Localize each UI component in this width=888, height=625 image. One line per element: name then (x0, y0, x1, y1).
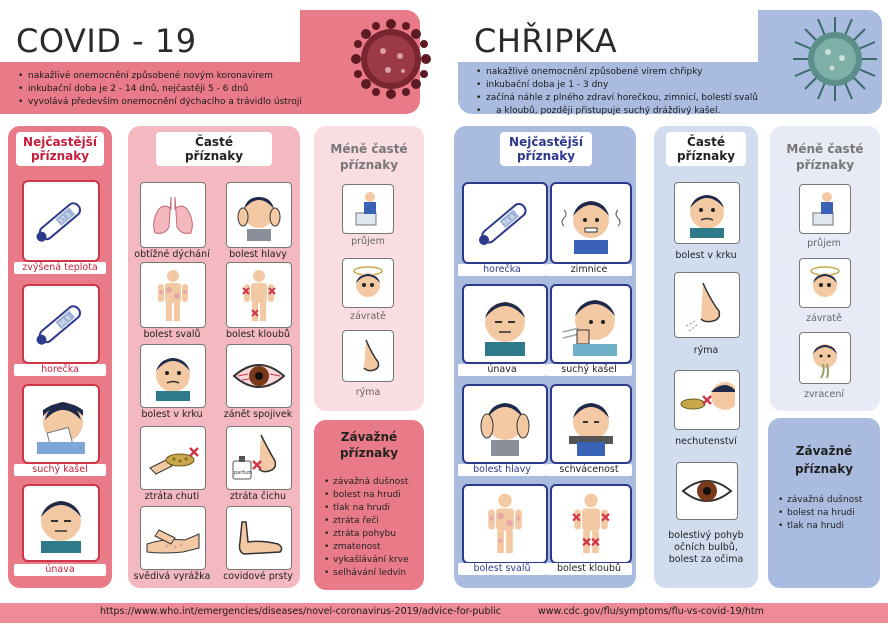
taste-loss-card (140, 426, 206, 490)
dizzy-face-icon (805, 263, 845, 303)
symptom-label: svědivá vyrážka (133, 571, 211, 582)
sore-throat-card (140, 344, 206, 408)
smell-loss-card (226, 426, 292, 490)
influenza-virus-icon (790, 14, 880, 104)
flu-most-title-box (500, 132, 592, 166)
symptom-label: rýma (693, 345, 719, 356)
appetite-loss-card (674, 370, 740, 430)
symptom-label: horečka (458, 264, 546, 276)
covid-common-title-box (156, 132, 272, 166)
headache-card (226, 182, 292, 248)
severe-item: • tlak na hrudi (324, 502, 409, 515)
severe-item: • zmatenost (324, 541, 409, 554)
cdc-source-link[interactable]: www.cdc.gov/flu/symptoms/flu-vs-covid-19/htm (538, 606, 764, 617)
covid-severe-list (324, 476, 409, 580)
flu-less-title-line2: příznaky (795, 158, 855, 172)
symptom-label: horečka (14, 364, 106, 376)
flu-muscle-pain-card (462, 484, 548, 564)
covid-toes-card (226, 506, 292, 570)
symptom-label: bolest za očima (668, 554, 744, 565)
severe-item: • ztráta pohybu (324, 528, 409, 541)
flu-runny-nose-card (674, 272, 740, 338)
severe-item: • tlak na hrudi (778, 520, 862, 533)
symptom-label: závratě (806, 313, 842, 324)
toilet-icon (348, 189, 388, 229)
fatigue-face-icon (473, 292, 537, 356)
sore-throat-face-icon (682, 188, 732, 238)
muscle-pain-card (140, 262, 206, 328)
symptom-label: ztráta chuti (144, 491, 200, 502)
flu-description (476, 66, 758, 118)
eye-pain-card (676, 462, 738, 520)
vomiting-card (799, 332, 851, 384)
conjunctivitis-card (226, 344, 292, 408)
nose-icon (348, 336, 388, 376)
covid-bullet: • inkubační doba je 2 - 14 dnů, nejčastěji 5 - 6 dnů (18, 83, 302, 96)
flu-severe-panel (768, 418, 880, 588)
symptom-label: průjem (351, 236, 385, 247)
body-pain-icon (148, 268, 198, 322)
coronavirus-icon (348, 16, 434, 102)
flu-sore-throat-card (674, 182, 740, 244)
symptom-label: závratě (350, 311, 386, 322)
covid-thermometer-card-2 (22, 284, 100, 364)
runny-nose-card (342, 330, 394, 382)
smell-loss-icon (231, 431, 287, 485)
covid-severe-panel (314, 420, 424, 590)
flu-dizziness-card (799, 258, 851, 308)
headache-icon (233, 189, 285, 241)
perfume-label: parfum (234, 470, 253, 476)
itchy-rash-icon (145, 518, 201, 558)
symptom-label: bolest hlavy (458, 464, 546, 476)
symptom-label: suchý kašel (14, 464, 106, 476)
rash-card (140, 506, 206, 570)
nose-icon (681, 279, 733, 331)
red-eye-icon (232, 356, 286, 396)
symptom-label: průjem (807, 238, 841, 249)
covid-most-title-line1: Nejčastější (23, 135, 97, 149)
symptom-label: bolest v krku (141, 409, 203, 420)
body-pain-icon (477, 491, 533, 557)
covid-description (18, 70, 302, 109)
headache-icon (473, 392, 537, 456)
symptom-label: covidové prsty (223, 571, 293, 582)
severe-item: • bolest na hrudi (324, 489, 409, 502)
symptom-label: zvýšená teplota (14, 262, 106, 274)
cough-icon (559, 292, 623, 356)
severe-item: • bolest na hrudi (778, 507, 862, 520)
appetite-loss-icon (679, 378, 735, 422)
symptom-label: schvácenost (546, 464, 632, 476)
vomiting-face-icon (805, 338, 845, 378)
severe-item: • vykašlávání krve (324, 554, 409, 567)
chills-card (550, 182, 632, 264)
flu-common-title-box (666, 132, 746, 166)
flu-most-title-line1: Nejčastější (509, 135, 583, 149)
symptom-label: bolest kloubů (546, 563, 632, 575)
thermometer-reading: 37.5 (57, 211, 73, 226)
covid-bullet: • nakažlivé onemocnění způsobené novým koronavirem (18, 70, 302, 83)
severe-item: • závažná dušnost (324, 476, 409, 489)
symptom-label: bolest hlavy (229, 249, 287, 260)
flu-less-title-line1: Méně časté (786, 142, 864, 156)
symptom-label: bolestivý pohyb (668, 530, 744, 541)
flu-severe-list (778, 494, 862, 533)
symptom-label: zánět spojivek (223, 409, 293, 420)
dizzy-face-icon (348, 263, 388, 303)
covid-severe-title-line2: příznaky (339, 446, 399, 460)
covid-severe-title-line1: Závažné (340, 430, 398, 444)
joint-pain-icon (563, 491, 619, 557)
lungs-card (140, 182, 206, 248)
symptom-label: zimnice (546, 264, 632, 276)
symptom-label: zvracení (803, 389, 845, 400)
flu-bullet: • začíná náhle z plného zdraví horečkou, zimnicí, bolestí svalů (476, 92, 758, 105)
flu-bullet: • a kloubů, později přistupuje suchý dráždivý kašel. (476, 105, 758, 118)
eye-icon (681, 473, 733, 509)
covid-common-title-line2: příznaky (184, 149, 244, 163)
symptom-label: únava (14, 564, 106, 576)
flu-diarrhea-card (799, 184, 851, 234)
foot-icon (232, 518, 286, 558)
chills-face-icon (558, 190, 624, 256)
symptom-label: očních bulbů, (674, 542, 738, 553)
flu-common-title-line1: Časté (687, 135, 725, 149)
covid-less-title-line1: Méně časté (330, 142, 408, 156)
flu-cough-card (550, 284, 632, 364)
cough-icon (29, 392, 93, 456)
covid-most-title-box (16, 132, 104, 166)
flu-severe-title-line2: příznaky (794, 462, 854, 476)
taste-loss-icon (146, 438, 200, 478)
flu-bullet: • nakažlivé onemocnění způsobené virem chřipky (476, 66, 758, 79)
exhaustion-card (550, 384, 632, 464)
symptom-label: bolest svalů (458, 563, 546, 575)
covid-fatigue-card (22, 484, 100, 562)
sore-throat-face-icon (148, 351, 198, 401)
symptom-label: bolest v krku (675, 250, 737, 261)
flu-most-title-line2: příznaky (516, 149, 576, 163)
severe-item: • ztráta řeči (324, 515, 409, 528)
covid-most-title-line2: příznaky (30, 149, 90, 163)
severe-item: • závažná dušnost (778, 494, 862, 507)
thermometer-reading: 38.8 (501, 213, 517, 228)
joint-pain-card (226, 262, 292, 328)
toilet-icon (805, 189, 845, 229)
symptom-label: ztráta čichu (229, 491, 287, 502)
thermometer-icon (28, 188, 94, 254)
flu-thermometer-card (462, 182, 548, 264)
flu-bullet: • inkubační doba je 1 - 3 dny (476, 79, 758, 92)
covid-bullet: • vyvolává především onemocnění dýchacího a trávidlo ústrojí (18, 96, 302, 109)
thermometer-icon (470, 190, 540, 256)
covid-title: COVID - 19 (16, 22, 197, 60)
symptom-label: suchý kašel (546, 364, 632, 376)
flu-common-title-line2: příznaky (676, 149, 736, 163)
who-source-link[interactable]: https://www.who.int/emergencies/diseases/novel-coronavirus-2019/advice-for-public (100, 606, 501, 617)
lungs-icon (147, 189, 199, 241)
joint-pain-icon (234, 268, 284, 322)
covid-cough-card (22, 384, 100, 464)
symptom-label: nechutenství (675, 436, 737, 447)
diarrhea-card (342, 184, 394, 234)
severe-item: • selhávání ledvin (324, 567, 409, 580)
thermometer-reading: 38.6 (57, 314, 73, 329)
symptom-label: bolest svalů (143, 329, 201, 340)
covid-less-title-line2: příznaky (339, 158, 399, 172)
flu-joint-pain-card (550, 484, 632, 564)
dizziness-card (342, 258, 394, 308)
symptom-label: bolest kloubů (225, 329, 291, 340)
flu-headache-card (462, 384, 548, 464)
flu-fatigue-card (462, 284, 548, 364)
thermometer-icon (28, 291, 94, 357)
fatigue-face-icon (31, 493, 91, 553)
symptom-label: únava (458, 364, 546, 376)
flu-severe-title-line1: Závažné (795, 444, 853, 458)
symptom-label: obtížné dýchání (134, 249, 210, 260)
covid-common-title-line1: Časté (195, 135, 233, 149)
symptom-label: rýma (355, 387, 381, 398)
flu-title: CHŘIPKA (474, 22, 618, 60)
exhaustion-face-icon (559, 392, 623, 456)
covid-thermometer-card (22, 180, 100, 262)
